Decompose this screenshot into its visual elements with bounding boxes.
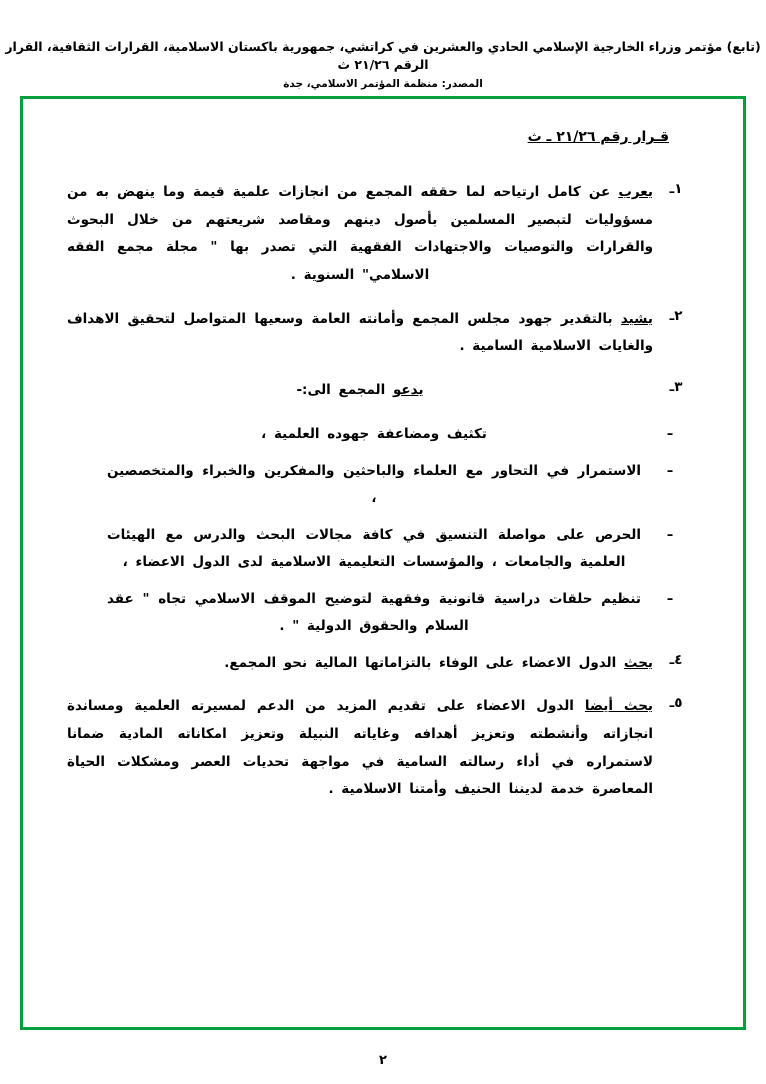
sub-item-text: الاستمرار في التحاور مع العلماء والباحثين والمفكرين والخبراء والمتخصصين ،: [107, 462, 641, 506]
header-source-line: المصدر: منظمة المؤتمر الاسلامي، جدة: [283, 78, 483, 90]
clause-body: [67, 377, 653, 405]
clause-number: ١ـ: [669, 181, 683, 197]
clause-lead-verb: يشيد: [620, 310, 653, 327]
clause-text: المجمع الى:-: [296, 382, 393, 399]
green-border-frame: [20, 96, 746, 1030]
sub-list-item: [107, 586, 699, 640]
sub-item-text: تنظيم حلقات دراسية قانونية وفقهية لتوضيح الموقف الاسلامي تجاه " عقد السلام والحقوق الدولية " .: [107, 590, 641, 634]
dash-bullet-icon: ـ: [667, 459, 673, 476]
clause-lead-verb: يدعو: [392, 382, 424, 399]
clause-lead-verb: يحث: [623, 654, 653, 671]
clause-item: [67, 306, 699, 361]
page-footer: [0, 1053, 766, 1068]
sub-item-text: الحرص على مواصلة التنسيق في كافة مجالات البحث والدرس مع الهيئات العلمية والجامعات ، والمؤسسات التعليمية الاسلامية لدى الدول الاعضاء ،: [107, 526, 641, 570]
sub-list-item: [107, 522, 699, 576]
dash-bullet-icon: ـ: [667, 523, 673, 540]
clause-3-sub-list: [107, 421, 699, 640]
header-title-line: (تابع) مؤتمر وزراء الخارجية الإسلامي الحادي والعشرين في كراتشي، جمهورية باكستان الاسلامية، القرارات الثقافية، القرار الرقم ٢١/٢٦ ث: [5, 39, 761, 72]
sub-item-text: تكثيف ومضاعفة جهوده العلمية ،: [261, 425, 487, 442]
clause-text: عن كامل ارتياحه لما حققه المجمع من انجازات علمية قيمة وما ينهض به من مسؤوليات لتبصير المسلمين بأصول دينهم ومقاصد شريعتهم من خلال البحوث والقرارات والتوصيات والاجتهادات الفقهية التي تصدر بها " مجلة مجمع الفقه الاسلامي" السنوية .: [67, 184, 653, 284]
clause-lead-verb: يحث أيضا: [584, 698, 653, 715]
page-header: [0, 38, 766, 90]
clause-body: [67, 650, 653, 678]
clause-text: الدول الاعضاء على الوفاء بالتزاماتها المالية نحو المجمع.: [224, 654, 624, 671]
clause-item: [67, 693, 699, 804]
clause-number: ٥ـ: [669, 695, 683, 712]
clause-lead-verb: يعرب: [618, 184, 653, 200]
clause-item: [67, 179, 699, 290]
sub-list-item: [107, 421, 699, 448]
clause-item: [67, 650, 699, 678]
dash-bullet-icon: ـ: [667, 422, 673, 439]
clause-body: [67, 693, 653, 804]
clause-number: ٢ـ: [669, 307, 683, 324]
clause-text: الدول الاعضاء على تقديم المزيد من الدعم لمسيرته العلمية ومساندة انجازاته وأنشطته وتعزيز أهدافه وغاياته النبيلة وتعزيز امكاناته المادية ضمانا لاستمراره في أداء رسالته السامية في مواجهة تحديات العصر ومشكلات الحياة المعاصرة خدمة لديننا الحنيف وأمتنا الاسلامية .: [67, 698, 653, 798]
clause-list: [67, 179, 699, 804]
sub-list-item: [107, 458, 699, 512]
clause-item: [67, 377, 699, 405]
clause-number: ٣ـ: [669, 379, 683, 396]
resolution-title: قـرار رقم ٢١/٢٦ ـ ث: [527, 129, 669, 145]
clause-text: بالتقدير جهود مجلس المجمع وأمانته العامة وسعيها المتواصل لتحقيق الاهداف والغايات الاسلامية السامية .: [67, 310, 653, 355]
clause-number: ٤ـ: [669, 651, 683, 668]
clause-body: [67, 306, 653, 361]
dash-bullet-icon: ـ: [667, 587, 673, 604]
clause-body: [67, 179, 653, 290]
page-number: ٢: [379, 1053, 387, 1068]
document-body: [23, 99, 743, 1027]
